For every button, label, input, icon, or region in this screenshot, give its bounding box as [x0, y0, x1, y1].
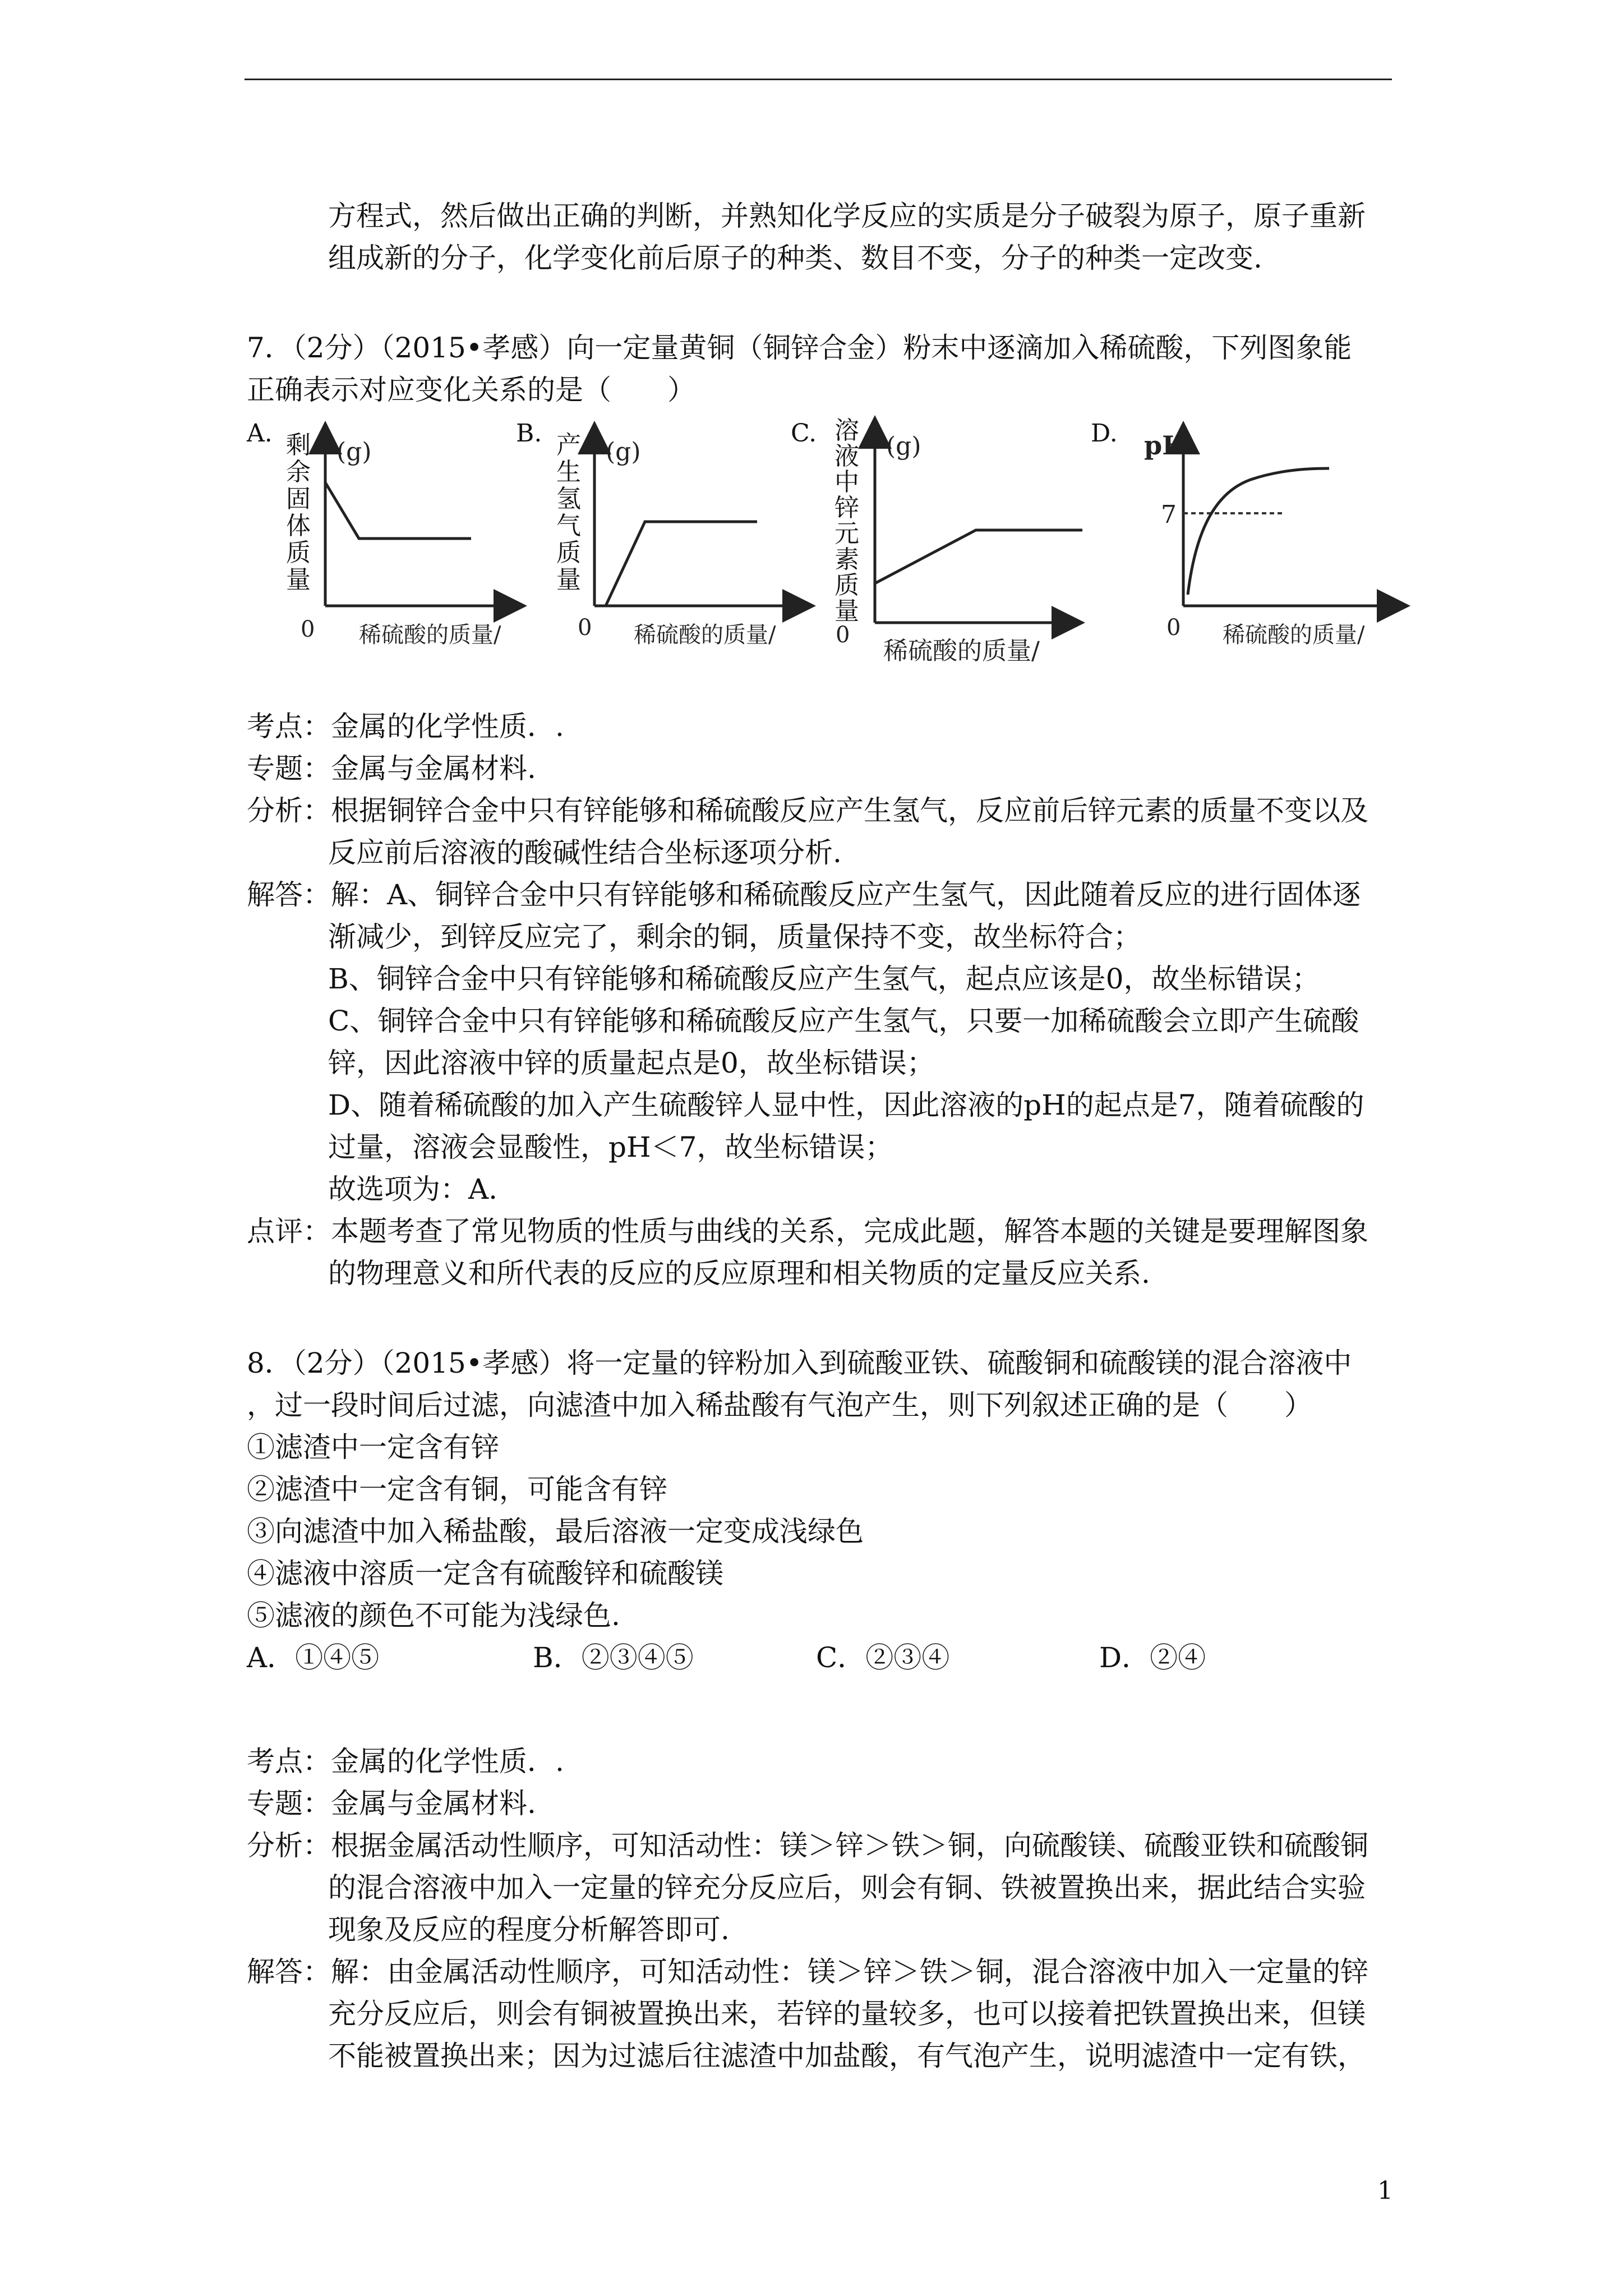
q8-choice-d: D．②④ — [1099, 1641, 1206, 1674]
graph-c-xlabel: 稀硫酸的质量/ — [883, 637, 1040, 665]
graph-d-ylabel: pH — [1144, 430, 1187, 461]
q8-choice-c: C．②③④ — [816, 1641, 950, 1674]
q8-statement-3: ③向滤渣中加入稀盐酸，最后溶液一定变成浅绿色 — [247, 1515, 864, 1548]
q8-jieda-line-2: 充分反应后，则会有铜被置换出来，若锌的量较多，也可以接着把铁置换出来，但镁 — [328, 1998, 1366, 2030]
q8-stem-line-1: 8．（2分）（2015•孝感）将一定量的锌粉加入到硫酸亚铁、硫酸铜和硫酸镁的混合溶液中 — [247, 1347, 1352, 1379]
q7-graph-d — [1127, 426, 1402, 664]
q7-graph-c — [830, 415, 1077, 664]
q8-statement-4: ④滤液中溶质一定含有硫酸锌和硫酸镁 — [247, 1557, 723, 1590]
graph-c-unit: (g) — [886, 432, 921, 461]
graph-c-ylabel: 溶液中锌元素质量 — [834, 416, 859, 625]
q8-kaodian: 考点：金属的化学性质．. — [247, 1745, 564, 1778]
graph-b-curve — [606, 522, 757, 606]
q8-jieda-line-1: 解答：解：由金属活动性顺序，可知活动性：镁＞锌＞铁＞铜，混合溶液中加入一定量的锌 — [247, 1955, 1368, 1988]
q7-zhuanti: 专题：金属与金属材料. — [247, 752, 536, 785]
graph-d-xlabel: 稀硫酸的质量/ — [1223, 622, 1365, 648]
q7-jieda-line-2: 渐减少，到锌反应完了，剩余的铜，质量保持不变，故坐标符合； — [328, 921, 1141, 953]
q7-kaodian: 考点：金属的化学性质．. — [247, 710, 564, 743]
q7-graph-a — [280, 426, 516, 664]
q8-stem-line-2: ，过一段时间后过滤，向滤渣中加入稀盐酸有气泡产生，则下列叙述正确的是（ ） — [247, 1389, 1312, 1421]
graph-d-origin: 0 — [1166, 615, 1181, 641]
q8-jieda-line-3: 不能被置换出来；因为过滤后往滤渣中加盐酸，有气泡产生，说明滤渣中一定有铁， — [328, 2040, 1366, 2072]
q7-option-c-label: C. — [791, 419, 817, 448]
q7-fenxi-line-1: 分析：根据铜锌合金中只有锌能够和稀硫酸反应产生氢气，反应前后锌元素的质量不变以及 — [247, 794, 1368, 827]
q8-choice-a: A．①④⑤ — [247, 1641, 380, 1674]
graph-d-mark7: 7 — [1161, 500, 1177, 529]
q8-statement-5: ⑤滤液的颜色不可能为浅绿色. — [247, 1599, 620, 1632]
q7-dianping-line-1: 点评：本题考查了常见物质的性质与曲线的关系，完成此题，解答本题的关键是要理解图象 — [247, 1215, 1368, 1248]
graph-a-unit: (g) — [336, 438, 372, 466]
q7-jieda-line-5: 锌，因此溶液中锌的质量起点是0，故坐标错误； — [328, 1047, 935, 1079]
graph-c-curve — [875, 530, 1082, 583]
q7-jieda-line-8: 故选项为：A. — [328, 1173, 498, 1205]
q7-option-d-label: D. — [1091, 419, 1118, 448]
q7-jieda-line-3: B、铜锌合金中只有锌能够和稀硫酸反应产生氢气，起点应该是0，故坐标错误； — [328, 963, 1320, 995]
q8-fenxi-line-2: 的混合溶液中加入一定量的锌充分反应后，则会有铜、铁被置换出来，据此结合实验 — [328, 1871, 1366, 1904]
q7-fenxi-line-2: 反应前后溶液的酸碱性结合坐标逐项分析. — [328, 836, 842, 869]
graph-a-origin: 0 — [301, 616, 315, 642]
q7-jieda-line-4: C、铜锌合金中只有锌能够和稀硫酸反应产生氢气，只要一加稀硫酸会立即产生硫酸 — [328, 1005, 1359, 1037]
graph-a-ylabel: 剩余固体质量 — [286, 431, 311, 594]
q8-fenxi-line-1: 分析：根据金属活动性顺序，可知活动性：镁＞锌＞铁＞铜，向硫酸镁、硫酸亚铁和硫酸铜 — [247, 1829, 1368, 1862]
q7-option-b-label: B. — [516, 419, 542, 448]
graph-b-unit: (g) — [606, 438, 641, 466]
graph-b-xlabel: 稀硫酸的质量/ — [634, 622, 776, 648]
q8-choice-b: B．②③④⑤ — [533, 1641, 694, 1674]
q7-stem-line-1: 7．（2分）（2015•孝感）向一定量黄铜（铜锌合金）粉末中逐滴加入稀硫酸，下列图象能 — [247, 332, 1352, 364]
q8-fenxi-line-3: 现象及反应的程度分析解答即可. — [328, 1913, 730, 1946]
q8-statement-2: ②滤渣中一定含有铜，可能含有锌 — [247, 1473, 667, 1506]
prev-tail-line-2: 组成新的分子，化学变化前后原子的种类、数目不变，分子的种类一定改变. — [328, 242, 1262, 274]
q8-statement-1: ①滤渣中一定含有锌 — [247, 1431, 499, 1464]
page-number: 1 — [1377, 2177, 1393, 2205]
graph-a-xlabel: 稀硫酸的质量/ — [359, 622, 501, 648]
graph-a-curve — [325, 482, 471, 539]
q7-jieda-line-6: D、随着稀硫酸的加入产生硫酸锌人显中性，因此溶液的pH的起点是7，随着硫酸的 — [328, 1089, 1364, 1121]
q8-zhuanti: 专题：金属与金属材料. — [247, 1787, 536, 1820]
q7-option-a-label: A. — [247, 419, 273, 448]
graph-d-curve — [1188, 468, 1329, 595]
prev-tail-line-1: 方程式，然后做出正确的判断，并熟知化学反应的实质是分子破裂为原子，原子重新 — [328, 200, 1366, 232]
header-rule — [245, 79, 1392, 80]
graph-c-origin: 0 — [836, 622, 850, 648]
q7-jieda-line-1: 解答：解：A、铜锌合金中只有锌能够和稀硫酸反应产生氢气，因此随着反应的进行固体逐 — [247, 878, 1361, 911]
q7-graph-b — [550, 426, 808, 664]
q7-stem-line-2: 正确表示对应变化关系的是（ ） — [247, 374, 695, 406]
graph-b-ylabel: 产生氢气质量 — [556, 431, 581, 594]
q7-dianping-line-2: 的物理意义和所代表的反应的反应原理和相关物质的定量反应关系. — [328, 1257, 1150, 1290]
q7-jieda-line-7: 过量，溶液会显酸性，pH＜7，故坐标错误； — [328, 1131, 893, 1163]
graph-b-origin: 0 — [578, 615, 592, 641]
